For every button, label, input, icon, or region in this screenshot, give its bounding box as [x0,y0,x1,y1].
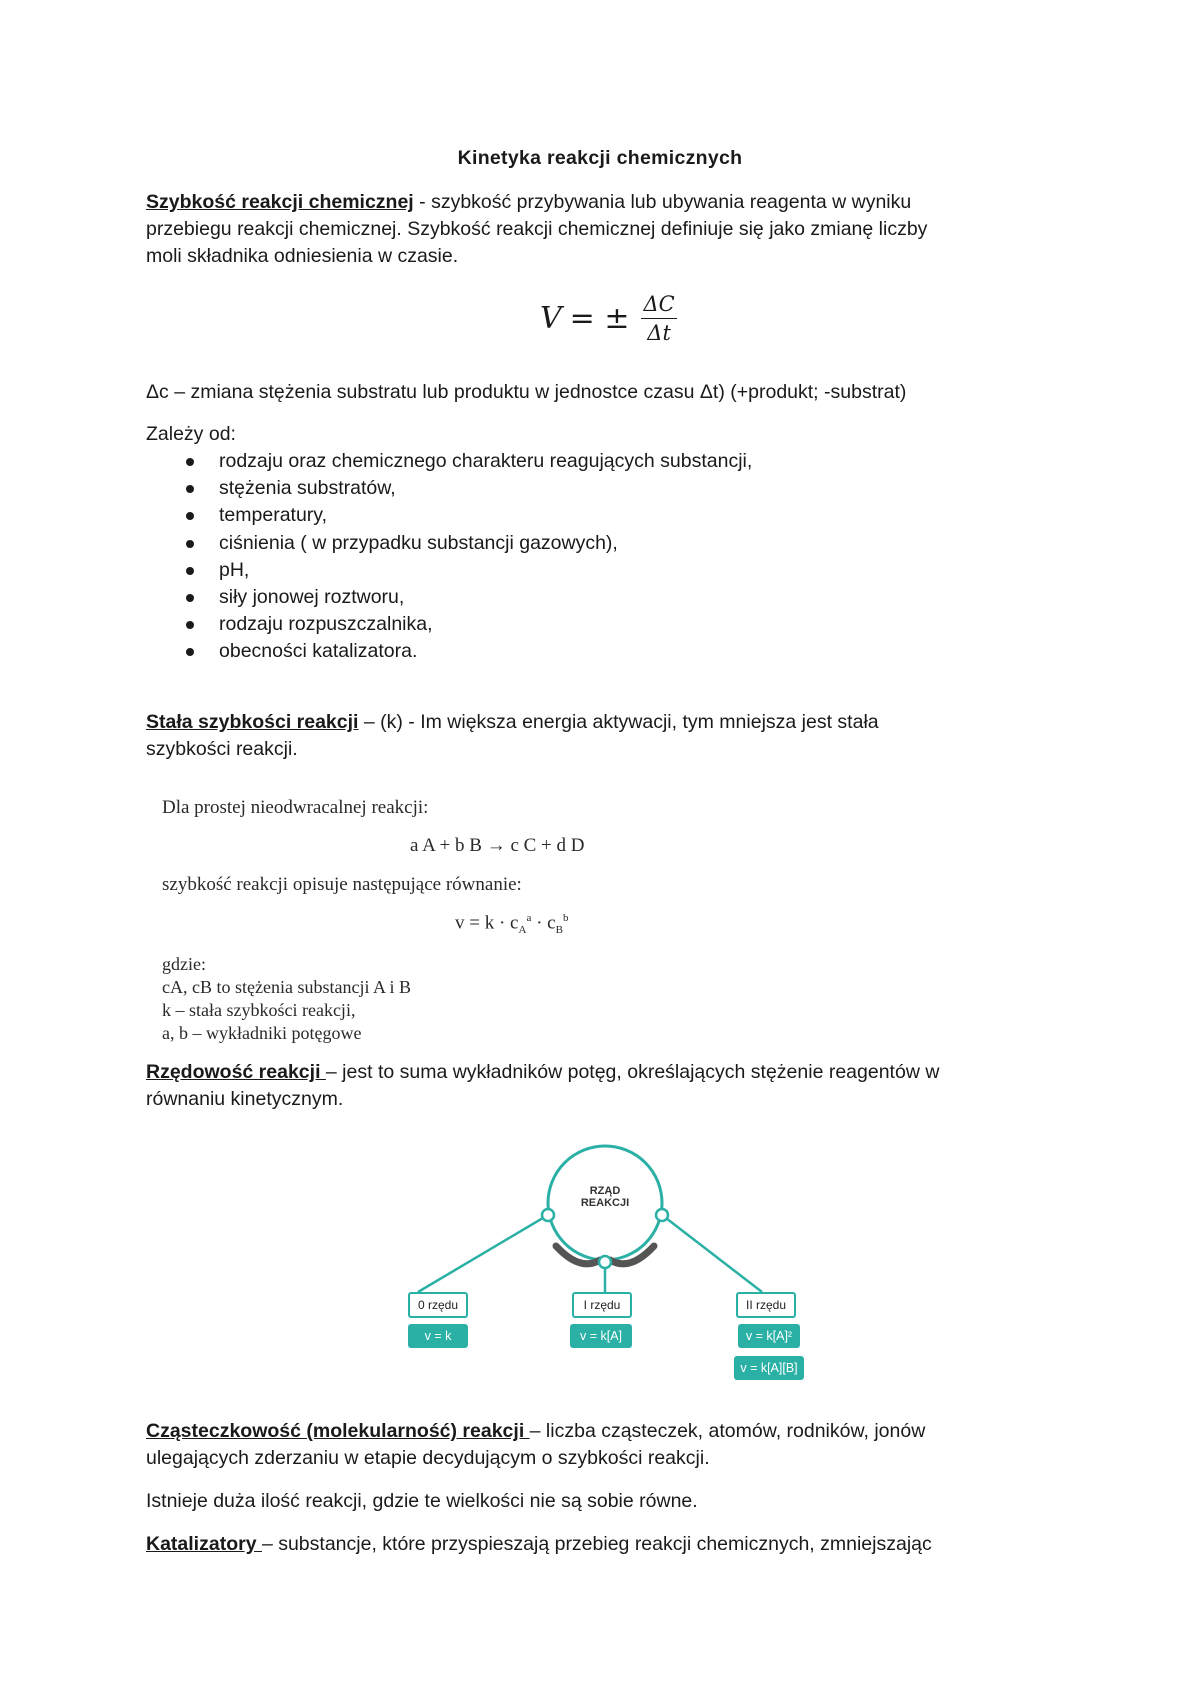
text-line: ulegających zderzaniu w etapie decydującym o szybkości reakcji. [146,1447,710,1469]
order-1-label: I rzędu [572,1292,632,1318]
definition-rate-constant [146,709,1066,763]
depends-label: Zależy od: [146,423,236,445]
term-catalysts: Katalizatory [146,1533,262,1555]
excerpt-line: gdzie: [162,954,206,974]
list-item: obecności katalizatora. [186,638,752,665]
connector-left [418,1215,548,1292]
text-line: przebiegu reakcji chemicznej. Szybkość reakcji chemicznej definiuje się jako zmianę liczby [146,218,928,240]
term-molecularity: Cząsteczkowość (molekularność) reakcji [146,1420,530,1442]
textbook-excerpt [160,797,630,1047]
formula-eq: = ± [569,301,630,336]
term-reaction-rate: Szybkość reakcji chemicznej [146,191,414,213]
node-middle [599,1256,611,1268]
node-right [656,1209,668,1221]
rate-law [455,912,568,936]
order-2-equation-1: v = k[A]² [738,1324,800,1348]
delta-note: Δc – zmiana stężenia substratu lub produktu w jednostce czasu Δt) (+produkt; -substrat) [146,381,907,403]
formula-numerator: ΔC [641,292,676,319]
list-item: stężenia substratów, [186,475,752,502]
text-line: - szybkość przybywania lub ubywania reagenta w wyniku [413,191,912,213]
text-line: szybkości reakcji. [146,738,298,760]
list-item: rodzaju rozpuszczalnika, [186,611,752,638]
rate-law-sub: A [518,924,527,937]
term-reaction-order: Rzędowość reakcji [146,1061,326,1083]
excerpt-line: a, b – wykładniki potęgowe [162,1023,362,1043]
definition-reaction-order [146,1059,1066,1113]
list-item: rodzaju oraz chemicznego charakteru reagujących substancji, [186,448,752,475]
definition-reaction-rate [146,189,1066,270]
text-line: – liczba cząsteczek, atomów, rodników, jonów [529,1420,926,1442]
rate-law-sup: b [562,912,569,924]
text-line: – jest to suma wykładników potęg, określających stężenie reagentów w [325,1061,940,1083]
rate-law-text: · c [531,912,556,934]
order-2-equation-2: v = k[A][B] [734,1356,804,1380]
text-line: – substancje, które przyspieszają przebieg reakcji chemicznych, zmniejszając [261,1533,932,1555]
diagram-center-label: RZĄD REAKCJI [580,1185,630,1209]
term-rate-constant: Stała szybkości reakcji [146,711,359,733]
rate-law-text: v = k · c [455,912,519,934]
list-item: siły jonowej roztworu, [186,584,752,611]
note-line: Istnieje duża ilość reakcji, gdzie te wielkości nie są sobie równe. [146,1490,698,1512]
formula-fraction [641,292,676,345]
reaction-order-diagram [390,1130,820,1392]
excerpt-line: szybkość reakcji opisuje następujące równanie: [162,874,522,895]
text-line: moli składnika odniesienia w czasie. [146,245,459,267]
excerpt-line: k – stała szybkości reakcji, [162,1000,356,1020]
definition-catalysts [146,1531,1066,1558]
reaction-equation: a A + b B → c C + d D [410,835,585,856]
excerpt-line: cA, cB to stężenia substancji A i B [162,977,411,997]
text-line: – (k) - Im większa energia aktywacji, tym mniejsza jest stała [358,711,879,733]
diagram-connectors [390,1130,820,1392]
rate-law-sub: B [555,924,563,937]
order-0-label: 0 rzędu [408,1292,468,1318]
depends-list [186,448,752,666]
formula-lhs: V [540,301,562,336]
rate-formula [540,292,677,345]
rate-law-sup: a [526,912,532,924]
node-left [542,1209,554,1221]
excerpt-line: Dla prostej nieodwracalnej reakcji: [162,797,429,818]
list-item: ciśnienia ( w przypadku substancji gazowych), [186,530,752,557]
connector-right [662,1215,762,1292]
formula-denominator: Δt [647,321,671,345]
list-item: temperatury, [186,502,752,529]
order-2-label: II rzędu [736,1292,796,1318]
order-0-equation: v = k [408,1324,468,1348]
list-item: pH, [186,557,752,584]
definition-molecularity [146,1418,1066,1472]
order-1-equation: v = k[A] [570,1324,632,1348]
text-line: równaniu kinetycznym. [146,1088,344,1110]
page-title: Kinetyka reakcji chemicznych [457,147,743,169]
